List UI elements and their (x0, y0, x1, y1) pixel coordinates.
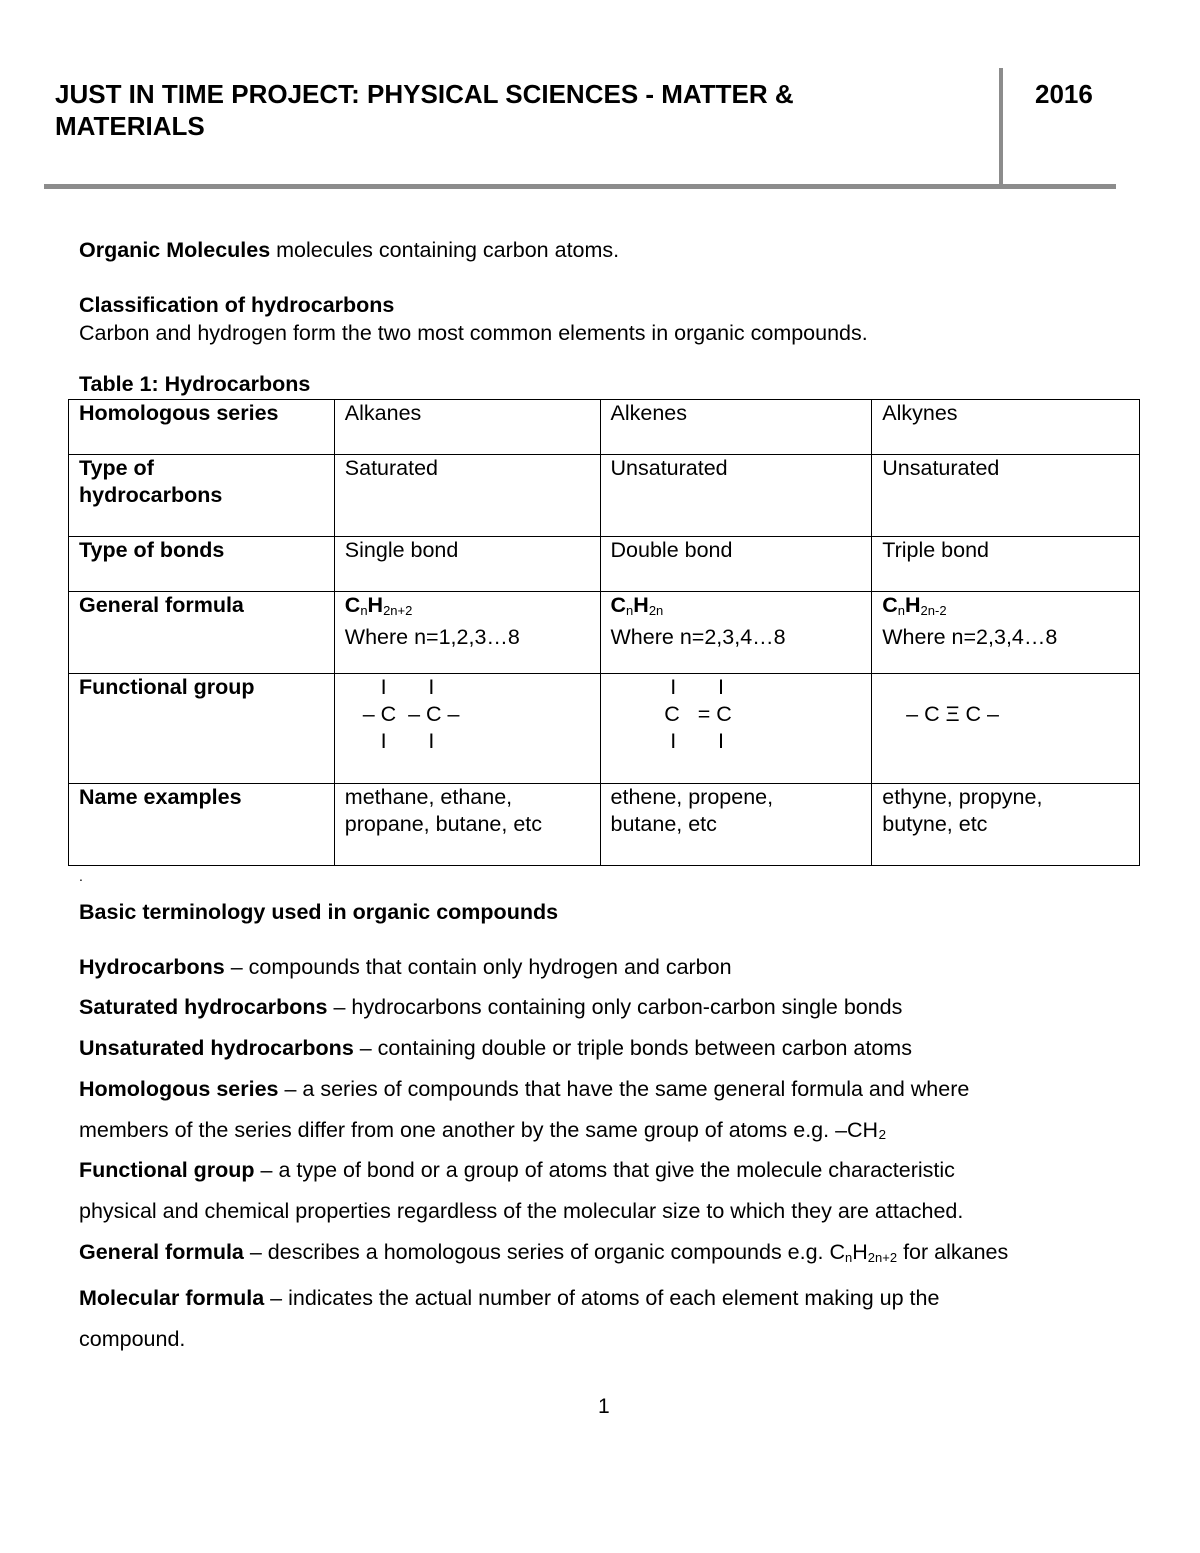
formula-h: H (905, 593, 921, 617)
table-caption: Table 1: Hydrocarbons (79, 372, 311, 396)
formula-sub: n (845, 1249, 853, 1265)
name-examples-line: propane, butane, etc (344, 812, 543, 836)
functional-group-line: I I (610, 675, 725, 699)
table-row (69, 674, 1140, 784)
table-cell: Single bond (334, 537, 600, 592)
term-definition: – describes a homologous series of organic compounds e.g. C (243, 1239, 846, 1264)
term-organic-molecules: Organic Molecules (79, 238, 271, 262)
term-definition: – indicates the actual number of atoms of each element making up the (264, 1286, 940, 1311)
table-cell: Unsaturated (872, 455, 1140, 537)
table-cell (872, 784, 1140, 866)
term-label: Homologous series (79, 1076, 279, 1101)
row-header: Functional group (69, 674, 335, 784)
table-cell: Saturated (334, 455, 600, 537)
table-cell (872, 674, 1140, 784)
table-row (69, 455, 1140, 537)
table-cell (600, 592, 872, 674)
term-molecular-formula (79, 1278, 1139, 1319)
row-header: Homologous series (69, 400, 335, 455)
formula-h: H (633, 593, 649, 617)
term-definition: – compounds that contain only hydrogen and carbon (224, 954, 732, 979)
general-formula-alkenes (611, 592, 862, 624)
formula-c: C (344, 593, 361, 617)
formula-where: Where n=1,2,3…8 (344, 625, 520, 649)
functional-group-line: I I (344, 675, 435, 699)
formula-sub: 2n-2 (920, 603, 947, 618)
formula-sub: 2n+2 (383, 603, 413, 618)
term-definition: – a type of bond or a group of atoms that give the molecule characteristic (254, 1158, 955, 1183)
table-cell: Alkanes (334, 400, 600, 455)
classification-heading: Classification of hydrocarbons (79, 293, 395, 317)
term-homologous-series (79, 1069, 1139, 1110)
page-number: 1 (598, 1395, 610, 1418)
table-cell (872, 592, 1140, 674)
term-general-formula (79, 1232, 1139, 1279)
term-label: Hydrocarbons (79, 954, 225, 979)
term-label: General formula (79, 1239, 244, 1264)
name-examples-line: methane, ethane, (344, 785, 513, 809)
table-row (69, 537, 1140, 592)
header-divider-horizontal (44, 184, 1116, 189)
row-header: Name examples (69, 784, 335, 866)
term-molecular-formula-cont: compound. (79, 1327, 186, 1352)
table-cell: Triple bond (872, 537, 1140, 592)
terminology-section (79, 892, 1139, 1360)
term-functional-group (79, 1150, 1139, 1191)
formula-sub: n (897, 603, 906, 618)
name-examples-line: butane, etc (610, 812, 717, 836)
table-cell: Unsaturated (600, 455, 872, 537)
term-functional-group-cont: physical and chemical properties regardless of the molecular size to which they are attached. (79, 1198, 964, 1223)
title-line-1: JUST IN TIME PROJECT: PHYSICAL SCIENCES - MATTER & (55, 79, 794, 109)
term-definition: – hydrocarbons containing only carbon-carbon single bonds (327, 995, 903, 1020)
term-label: Molecular formula (79, 1286, 265, 1311)
table-cell: Alkenes (600, 400, 872, 455)
table-row (69, 400, 1140, 455)
classification-text: Carbon and hydrogen form the two most common elements in organic compounds. (79, 321, 868, 345)
row-header-line: Type of (79, 456, 154, 480)
term-unsaturated (79, 1028, 1139, 1069)
stray-dot: . (79, 868, 83, 884)
table-row (69, 592, 1140, 674)
functional-group-line: I I (344, 729, 435, 753)
term-definition: – containing double or triple bonds between carbon atoms (353, 1036, 912, 1061)
title-line-2: MATERIALS (55, 111, 205, 141)
term-label: Functional group (79, 1158, 255, 1183)
functional-group-line: – C Ξ C – (882, 702, 999, 726)
term-definition-end: for alkanes (897, 1239, 1009, 1264)
name-examples-line: butyne, etc (882, 812, 988, 836)
general-formula-alkynes (882, 592, 1129, 624)
functional-group-line: – C – C – (344, 702, 460, 726)
formula-sub: 2n+2 (867, 1249, 898, 1265)
term-saturated (79, 987, 1139, 1028)
formula-sub: n (626, 603, 634, 618)
term-homologous-series-cont: members of the series differ from one another by the same group of atoms e.g. –CH₂ (79, 1117, 887, 1142)
name-examples-line: ethene, propene, (610, 785, 774, 809)
formula-h: H (852, 1239, 868, 1264)
table-cell (600, 784, 872, 866)
formula-where: Where n=2,3,4…8 (610, 625, 786, 649)
document-title (55, 78, 955, 142)
formula-c: C (882, 593, 898, 617)
table-cell (334, 784, 600, 866)
organic-molecules-definition (79, 236, 1139, 264)
formula-c: C (610, 593, 627, 617)
intro-section (79, 236, 1139, 347)
table-cell (334, 592, 600, 674)
table-cell: Alkynes (872, 400, 1140, 455)
row-header (69, 455, 335, 537)
table-cell: Double bond (600, 537, 872, 592)
functional-group-line: C = C (610, 702, 732, 726)
table-cell (600, 674, 872, 784)
def-organic-molecules: molecules containing carbon atoms. (270, 238, 620, 262)
row-header-line: hydrocarbons (79, 483, 223, 507)
term-label: Saturated hydrocarbons (79, 995, 328, 1020)
row-header: Type of bonds (69, 537, 335, 592)
term-label: Unsaturated hydrocarbons (79, 1036, 354, 1061)
hydrocarbons-table (68, 399, 1140, 866)
table-cell (334, 674, 600, 784)
formula-where: Where n=2,3,4…8 (882, 625, 1058, 649)
row-header: General formula (69, 592, 335, 674)
formula-h: H (367, 593, 384, 617)
functional-group-line: I I (610, 729, 725, 753)
formula-sub: n (360, 603, 368, 618)
term-hydrocarbons (79, 947, 1139, 988)
header-divider-vertical (999, 68, 1003, 188)
general-formula-alkanes (345, 592, 590, 624)
document-year: 2016 (1035, 79, 1093, 109)
terminology-heading: Basic terminology used in organic compounds (79, 900, 559, 924)
formula-sub: 2n (648, 603, 664, 618)
name-examples-line: ethyne, propyne, (882, 785, 1043, 809)
table-row (69, 784, 1140, 866)
term-definition: – a series of compounds that have the same general formula and where (278, 1076, 970, 1101)
